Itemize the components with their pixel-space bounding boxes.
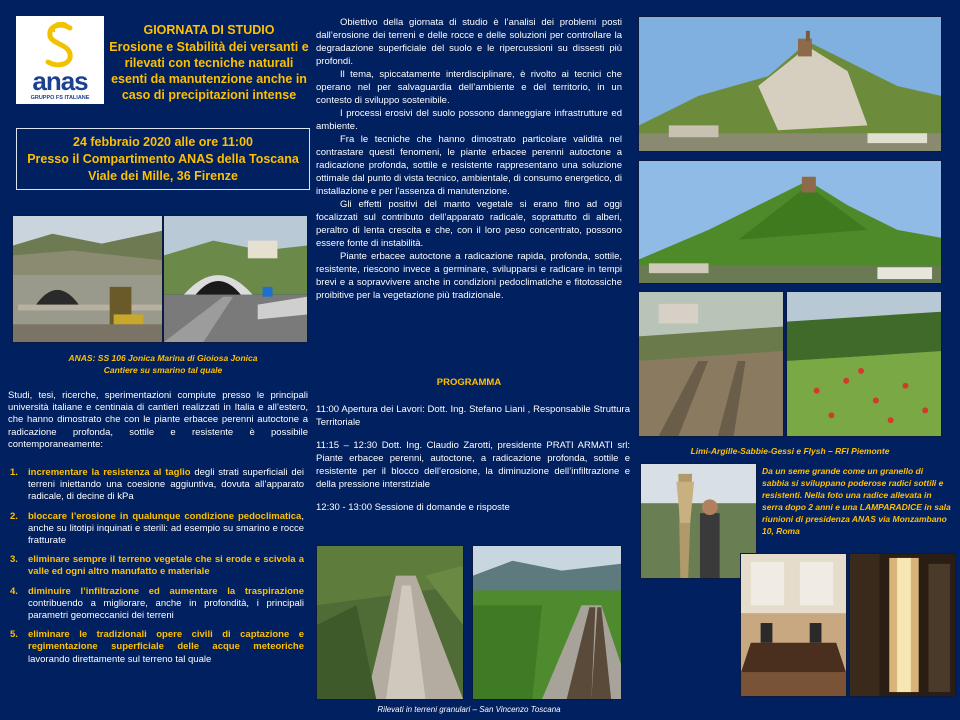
event-title bbox=[108, 22, 310, 103]
objective-paragraph: Fra le tecniche che hanno dimostrato particolare validità nel contrastare questi fenomeni, le piante erbacee perenni autoctone a radicazione profonda, sottile e resistente rappresentano una soluzione ottimale dal punto di vista tecnico, ambientale, di consumo energetico, di installazione e per l’assenza di manutenzione. bbox=[316, 134, 622, 197]
logo-word: anas bbox=[32, 66, 88, 96]
benefit-highlight: incrementare la resistenza al taglio bbox=[28, 467, 191, 478]
benefit-number: 4. bbox=[10, 585, 18, 597]
benefit-text: , anche su litotipi inquinati e sterili: ad esempio su smarino e rocce fratturate bbox=[28, 510, 304, 547]
caption-anas-line-2: Cantiere su smarino tal quale bbox=[103, 365, 223, 375]
photo-hill-village-green bbox=[638, 160, 942, 284]
benefit-item bbox=[8, 629, 304, 666]
program-item: 12:30 - 13:00 Sessione di domande e risposte bbox=[316, 502, 510, 513]
benefit-highlight: eliminare sempre il terreno vegetale che si erode e scivola a valle ed ogni altro manufatto e materiale bbox=[28, 554, 304, 578]
photo-flowering-slope bbox=[786, 291, 942, 437]
benefit-highlight: bloccare l’erosione in qualunque condizione pedoclimatica bbox=[28, 510, 302, 522]
logo-subtitle: GRUPPO FS ITALIANE bbox=[30, 95, 90, 101]
benefit-number: 1. bbox=[10, 467, 18, 478]
benefit-number: 3. bbox=[10, 554, 18, 566]
event-date: 24 febbraio 2020 alle ore 11:00 bbox=[73, 135, 253, 149]
program-list bbox=[316, 403, 630, 524]
anas-s-logo-icon bbox=[42, 22, 78, 70]
benefit-highlight: eliminare le tradizionali opere civili di captazione e regimentazione superficiale delle acque meteoriche bbox=[28, 629, 304, 653]
anas-logo bbox=[16, 16, 104, 104]
program-title: PROGRAMMA bbox=[436, 377, 502, 388]
objective-paragraph: Piante erbacee autoctone a radicazione rapida, profonda, sottile, resistente, riescono invece a germinare, svilupparsi e radicare in tempi brevi e a sopravvivere anche in condizioni pedoclimatiche e fitotossiche proibitive per la vegetazione più tradizionale. bbox=[316, 251, 622, 301]
photo-tunnel-construction bbox=[12, 215, 163, 343]
photo-railway-embankment bbox=[472, 545, 622, 700]
benefit-highlight: diminuire l’infiltrazione ed aumentare la traspirazione bbox=[28, 585, 304, 597]
benefit-item bbox=[8, 511, 304, 548]
benefit-number: 5. bbox=[10, 629, 18, 641]
benefit-text: degli strati superficiali dei terreni iniettando una coesione aggiuntiva, dovuta all’apparato radicale, di decine di kPa bbox=[28, 467, 304, 503]
benefit-item bbox=[8, 586, 304, 623]
event-address: Viale dei Mille, 36 Firenze bbox=[88, 169, 238, 183]
photo-tunnel-finished bbox=[163, 215, 308, 343]
photo-embankment-gravel bbox=[316, 545, 464, 700]
objective-paragraph: Il tema, spiccatamente interdisciplinare, è rivolto ai tecnici che operano nel per salvaguardia dell’ambiente e del territorio, in un contesto di sviluppo sostenibile. bbox=[316, 69, 622, 106]
photo-root-lamp bbox=[849, 553, 956, 697]
photo-eroded-slope bbox=[638, 291, 784, 437]
caption-anas-site bbox=[16, 352, 310, 376]
program-item: 11:00 Apertura dei Lavori: Dott. Ing. Stefano Liani , Responsabile Struttura Territoriale bbox=[316, 404, 630, 428]
benefit-text: lavorando direttamente sul terreno tal quale bbox=[28, 653, 212, 665]
caption-rilevati: Rilevati in terreni granulari – San Vincenzo Toscana bbox=[377, 705, 561, 714]
benefit-item bbox=[8, 467, 304, 504]
benefit-text: contribuendo a migliorare, anche in profondità, i principali parametri geomeccanici dei terreni bbox=[28, 597, 304, 622]
root-note: Da un seme grande come un granello di sabbia si sviluppano poderose radici sottili e resistenti. Nella foto una radice allevata in serra dopo 2 anni e una LAMPARADICE in sala riunioni di presidenza ANAS via Monzambano 10, Roma bbox=[762, 466, 951, 536]
event-details-box bbox=[16, 128, 310, 190]
title-line-1: GIORNATA DI STUDIO bbox=[143, 23, 275, 37]
objective-paragraph: Obiettivo della giornata di studio è l’analisi dei problemi posti dall’erosione dei terreni e delle rocce e delle soluzioni per controllare la degradazione superficiale del suolo e le ripercussioni su dissesti più profondi. bbox=[316, 17, 622, 67]
objective-paragraph: I processi erosivi del suolo possono danneggiare infrastrutture ed ambiente. bbox=[316, 108, 622, 132]
caption-anas-line-1: ANAS: SS 106 Jonica Marina di Gioiosa Jonica bbox=[68, 353, 258, 363]
benefit-item bbox=[8, 554, 304, 578]
left-intro-text: Studi, tesi, ricerche, sperimentazioni compiute presso le principali università italiane e centinaia di cantieri realizzati in Italia e all’estero, che hanno dimostrato che con le piante erbacee perenni autoctone a radicazione profonda, sottile e resistente è possibile contemporaneamente: bbox=[8, 390, 308, 450]
photo-hill-village-eroded bbox=[638, 16, 942, 152]
benefit-number: 2. bbox=[10, 510, 18, 522]
program-item: 11:15 – 12:30 Dott. Ing. Claudio Zarotti, presidente PRATI ARMATI srl: Piante erbacee perenni, autoctone, a radicazione profonda, sottile e resistente per il blocco dell’erosione, la diminuzione dell’infiltrazione e della pressione interstiziale bbox=[316, 440, 630, 490]
event-venue: Presso il Compartimento ANAS della Toscana bbox=[27, 152, 299, 166]
benefits-list bbox=[8, 467, 304, 673]
photo-meeting-room bbox=[740, 553, 847, 697]
caption-rfi: Limi-Argille-Sabbie-Gessi e Flysh – RFI Piemonte bbox=[690, 446, 890, 456]
title-line-2: Erosione e Stabilità dei versanti e rilevati con tecniche naturali esenti da manutenzione anche in caso di precipitazioni intense bbox=[109, 40, 309, 102]
objective-text bbox=[316, 16, 622, 302]
objective-paragraph: Gli effetti positivi del manto vegetale si erano fino ad oggi focalizzati sul contributo dell’apparato radicale, soprattutto di alberi, peraltro di lenta crescita e che, con il loro peso concentrato, possono essere fonte di instabilità. bbox=[316, 199, 622, 249]
